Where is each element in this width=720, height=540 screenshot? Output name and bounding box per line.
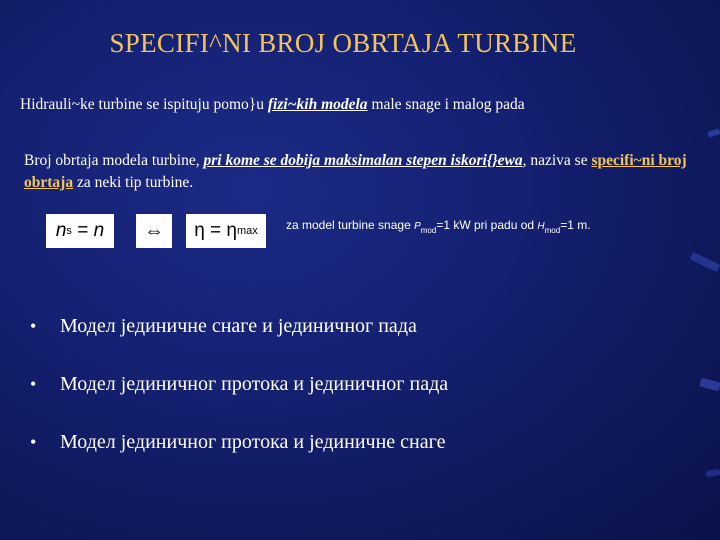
formula-eta-box	[186, 214, 266, 248]
intro-emphasis: fizi~kih modela	[267, 96, 368, 113]
bullet-text: Модел јединичног протока и јединичне снаге	[60, 430, 446, 453]
note-text-2: =1 kW pri padu od	[436, 218, 538, 232]
slide-title: SPECIFI^NI BROJ OBRTAJA TURBINE	[109, 28, 577, 58]
note-h-sub: mod	[544, 226, 561, 235]
decorative-shape	[707, 128, 720, 138]
bullet-dot: •	[30, 431, 37, 452]
note-text-1: za model turbine snage	[286, 218, 415, 232]
formula-ns-eq: =	[71, 220, 94, 241]
note-p-sub: mod	[420, 226, 437, 235]
bullet-text: Модел јединичне снаге и јединичног пада	[60, 314, 417, 337]
decorative-shape	[706, 469, 720, 477]
formula-ns-sub: s	[66, 225, 72, 237]
formula-ns-rhs: n	[93, 220, 105, 241]
intro-line	[20, 96, 710, 114]
decorative-shape	[699, 378, 720, 392]
bullet-dot: •	[30, 315, 37, 336]
bullet-list	[30, 312, 448, 486]
para-text-3: za neki tip turbine.	[73, 174, 194, 191]
para-emphasis: pri kome se dobija maksimalan stepen iskori{}ewa	[203, 152, 523, 169]
definition-paragraph	[24, 150, 694, 194]
equivalence-arrow-box	[136, 214, 172, 248]
equivalence-arrow-icon: ⇔	[144, 219, 164, 242]
formula-eta: η = η	[194, 220, 237, 241]
formula-ns-var: n	[55, 220, 67, 241]
note-text-3: =1 m.	[560, 218, 591, 232]
bullet-text: Модел јединичног протока и јединичног пада	[60, 372, 449, 395]
bullet-item	[30, 370, 448, 398]
model-note	[286, 218, 591, 235]
para-text-2: , naziva se	[522, 152, 592, 169]
formula-eta-sub: max	[237, 225, 258, 237]
note-h: H	[537, 221, 545, 232]
intro-text: Hidrauli~ke turbine se ispituju pomo}u	[20, 96, 268, 113]
note-p: P	[414, 221, 421, 232]
bullet-dot: •	[30, 373, 37, 394]
para-text-1: Broj obrtaja modela turbine,	[24, 152, 204, 169]
bullet-item	[30, 312, 448, 340]
para-highlight: specifi~ni broj obrtaja	[24, 152, 687, 191]
intro-text-end: male snage i malog pada	[367, 96, 525, 113]
decorative-shape	[690, 252, 720, 272]
bullet-item	[30, 428, 448, 456]
formula-ns-box	[46, 214, 114, 248]
